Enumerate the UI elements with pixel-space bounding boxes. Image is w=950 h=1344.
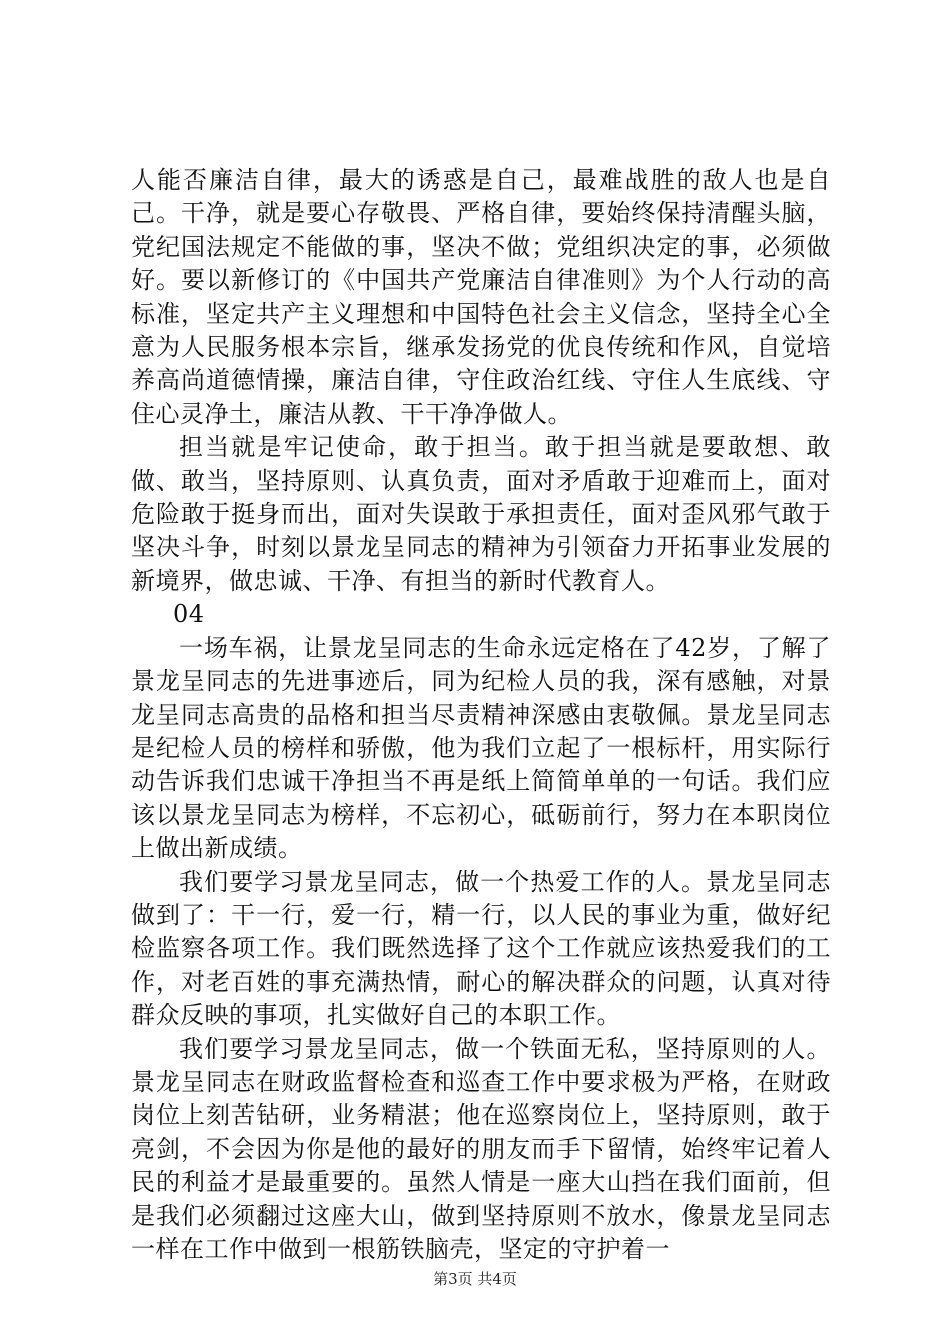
page-number-footer: 第3页 共4页 bbox=[433, 1270, 517, 1288]
paragraph: 我们要学习景龙呈同志，做一个铁面无私，坚持原则的人。景龙呈同志在财政监督检查和巡查工作中要求极为严格，在财政岗位上刻苦钻研，业务精湛；他在巡察岗位上，坚持原则，敢于亮剑，不会因为你是他的最好的朋友而手下留情，始终牢记着人民的利益才是最重要的。虽然人情是一座大山挡在我们面前，但是我们必须翻过这座大山，做到坚持原则不放水，像景龙呈同志一样在工作中做到一根筋铁脑壳，坚定的守护着一 bbox=[131, 1034, 831, 1263]
section-number: 04 bbox=[173, 600, 205, 629]
paragraph: 我们要学习景龙呈同志，做一个热爱工作的人。景龙呈同志做到了：干一行，爱一行，精一行，以人民的事业为重，做好纪检监察各项工作。我们既然选择了这个工作就应该热爱我们的工作，对老百姓的事充满热情，耐心的解决群众的问题，认真对待群众反映的事项，扎实做好自己的本职工作。 bbox=[131, 867, 831, 1030]
paragraph: 担当就是牢记使命，敢于担当。敢于担当就是要敢想、敢做、敢当，坚持原则、认真负责，面对矛盾敢于迎难而上，面对危险敢于挺身而出，面对失误敢于承担责任，面对歪风邪气敢于坚决斗争，时刻以景龙呈同志的精神为引领奋力开拓事业发展的新境界，做忠诚、干净、有担当的新时代教育人。 bbox=[131, 433, 831, 595]
paragraph: 人能否廉洁自律，最大的诱惑是自己，最难战胜的敌人也是自己。干净，就是要心存敬畏、严格自律，要始终保持清醒头脑，党纪国法规定不能做的事，坚决不做；党组织决定的事，必须做好。要以新修订的《中国共产党廉洁自律准则》为个人行动的高标准，坚定共产主义理想和中国特色社会主义信念，坚持全心全意为人民服务根本宗旨，继承发扬党的优良传统和作风，自觉培养高尚道德情操，廉洁自律，守住政治红线、守住人生底线、守住心灵净土，廉洁从教、干干净净做人。 bbox=[131, 166, 831, 428]
paragraph: 一场车祸，让景龙呈同志的生命永远定格在了42岁，了解了景龙呈同志的先进事迹后，同为纪检人员的我，深有感触，对景龙呈同志高贵的品格和担当尽责精神深感由衷敬佩。景龙呈同志是纪检人员的榜样和骄傲，他为我们立起了一根标杆，用实际行动告诉我们忠诚干净担当不再是纸上简简单单的一句话。我们应该以景龙呈同志为榜样，不忘初心，砥砺前行，努力在本职岗位上做出新成绩。 bbox=[131, 633, 831, 863]
document-body bbox=[131, 164, 831, 1266]
